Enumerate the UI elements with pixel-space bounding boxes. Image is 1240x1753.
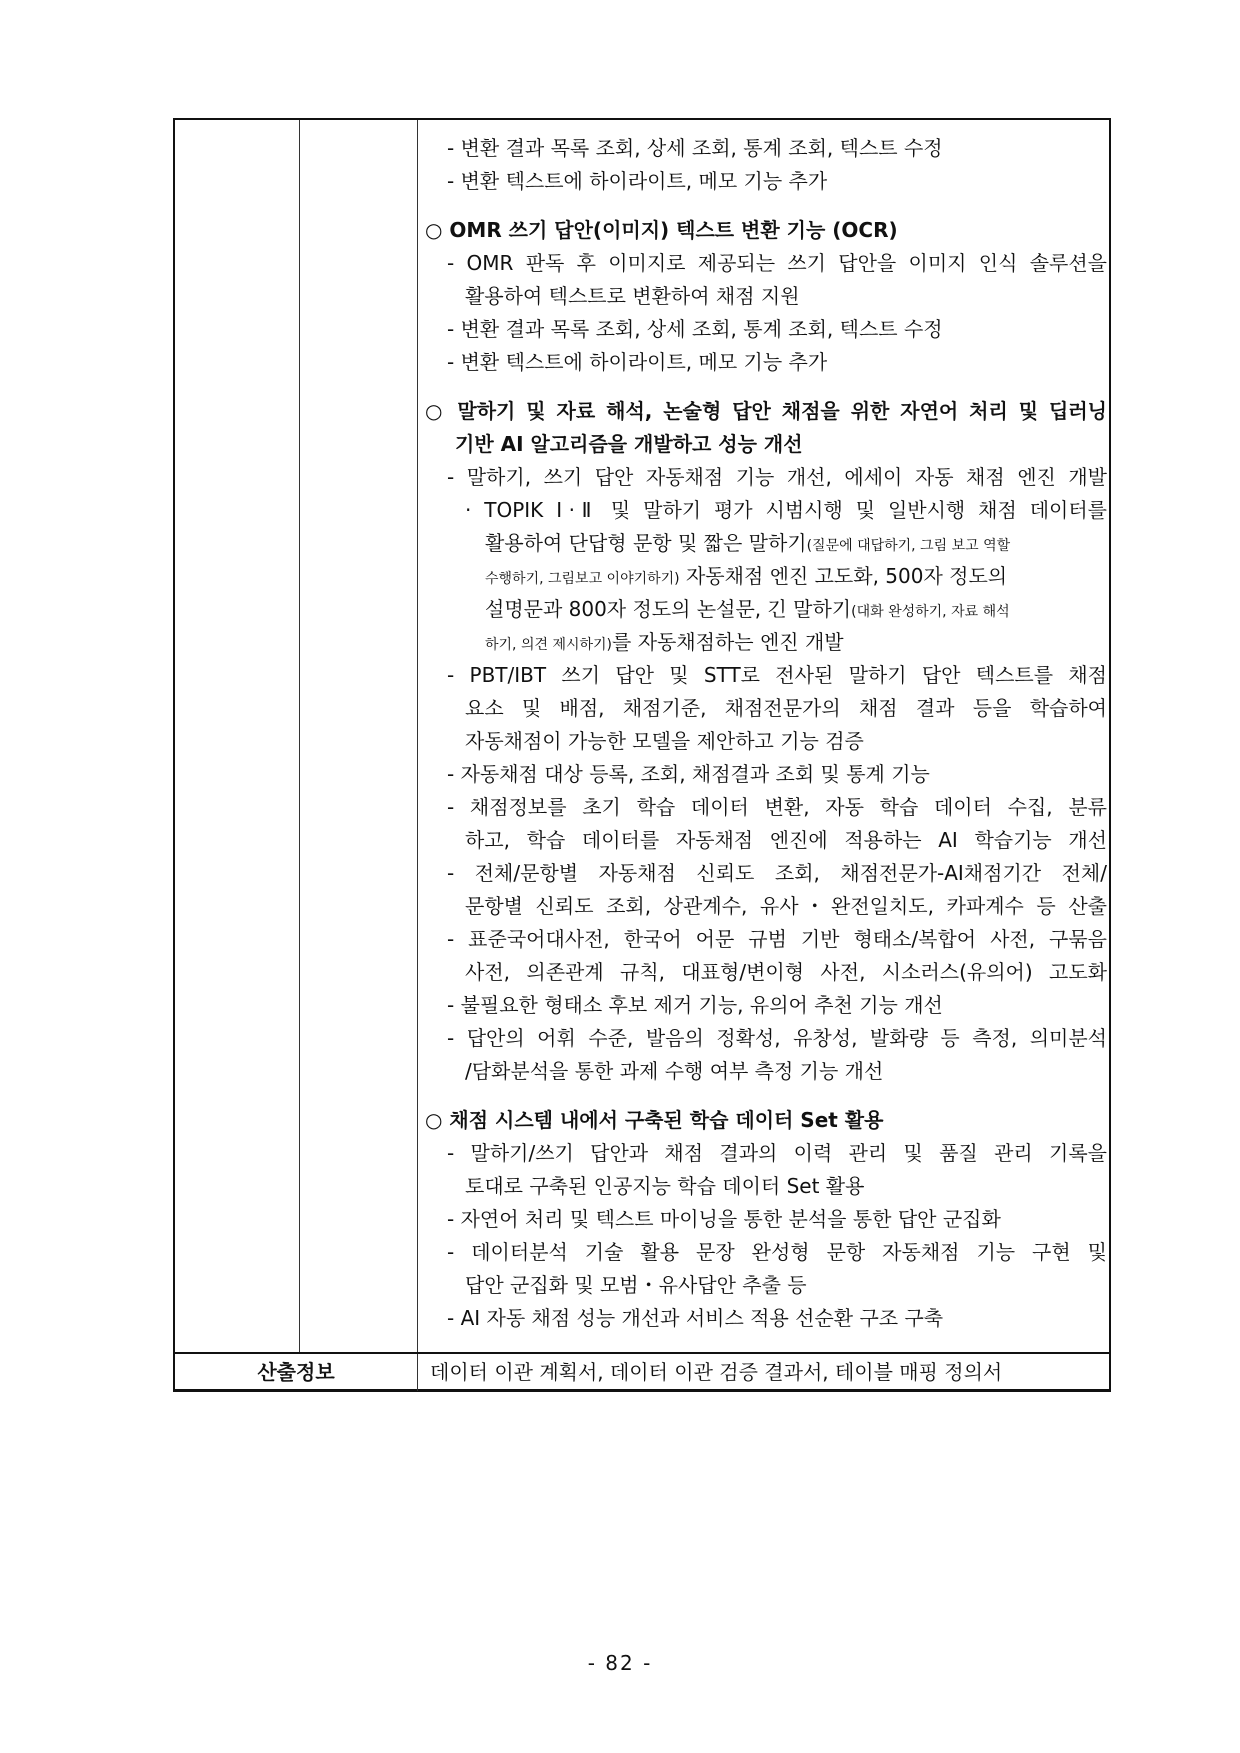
output-info-row <box>175 1352 1109 1391</box>
bullet-line: - 변환 결과 목록 조회, 상세 조회, 통계 조회, 텍스트 수정 <box>447 136 943 160</box>
text-run: 활용하여 단답형 문항 및 짧은 말하기 <box>485 531 807 555</box>
bullet-continuation: /담화분석을 통한 과제 수행 여부 측정 기능 개선 <box>465 1059 884 1083</box>
text-run: 를 자동채점하는 엔진 개발 <box>612 630 844 654</box>
bullet-line: - 전체/문항별 자동채점 신뢰도 조회, 채점전문가-AI채점기간 전체/ <box>447 861 1107 885</box>
bullet-line: - 변환 결과 목록 조회, 상세 조회, 통계 조회, 텍스트 수정 <box>447 317 943 341</box>
sub-bullet-continuation <box>485 527 1010 563</box>
bullet-line: - 답안의 어휘 수준, 발음의 정확성, 유창성, 발화량 등 측정, 의미분석 <box>447 1026 1107 1050</box>
output-info-value: 데이터 이관 계획서, 데이터 이관 검증 결과서, 테이블 매핑 정의서 <box>430 1360 1003 1384</box>
small-note: (대화 완성하기, 자료 해석 <box>851 604 1010 620</box>
section-heading-dataset: ○ 채점 시스템 내에서 구축된 학습 데이터 Set 활용 <box>425 1108 884 1132</box>
bullet-line: - 불필요한 형태소 후보 제거 기능, 유의어 추천 기능 개선 <box>447 993 943 1017</box>
sub-bullet-continuation <box>485 626 844 662</box>
bullet-continuation: 답안 군집화 및 모범・유사답안 추출 등 <box>465 1273 807 1297</box>
bullet-continuation: 요소 및 배점, 채점기준, 채점전문가의 채점 결과 등을 학습하여 <box>465 696 1107 720</box>
bullet-line: - 데이터분석 기술 활용 문장 완성형 문항 자동채점 기능 구현 및 <box>447 1240 1107 1264</box>
bullet-continuation: 사전, 의존관계 규칙, 대표형/변이형 사전, 시소러스(유의어) 고도화 <box>465 960 1107 984</box>
small-note: 수행하기, 그림보고 이야기하기) <box>485 571 680 587</box>
section-heading-ai: ○ 말하기 및 자료 해석, 논술형 답안 채점을 위한 자연어 처리 및 딥러닝 <box>425 399 1107 423</box>
description-cell <box>419 120 1109 1352</box>
text-run: 설명문과 800자 정도의 논설문, 긴 말하기 <box>485 597 852 621</box>
bullet-line: - 말하기, 쓰기 답안 자동채점 기능 개선, 에세이 자동 채점 엔진 개발 <box>447 465 1107 489</box>
bullet-line: - 변환 텍스트에 하이라이트, 메모 기능 추가 <box>447 169 828 193</box>
sub-bullet-line: · TOPIK Ⅰ·Ⅱ 및 말하기 평가 시범시행 및 일반시행 채점 데이터를 <box>465 498 1107 522</box>
bullet-continuation: 자동채점이 가능한 모델을 제안하고 기능 검증 <box>465 729 864 753</box>
bullet-continuation: 토대로 구축된 인공지능 학습 데이터 Set 활용 <box>465 1174 865 1198</box>
bullet-line: - 자동채점 대상 등록, 조회, 채점결과 조회 및 통계 기능 <box>447 762 930 786</box>
category-cell <box>175 120 300 1352</box>
bullet-continuation: 문항별 신뢰도 조회, 상관계수, 유사・완전일치도, 카파계수 등 산출 <box>465 894 1107 918</box>
section-heading-continuation: 기반 AI 알고리즘을 개발하고 성능 개선 <box>455 432 803 456</box>
text-run: 자동채점 엔진 고도화, 500자 정도의 <box>679 564 1008 588</box>
page-number: - 82 - <box>587 1651 653 1675</box>
bullet-line: - AI 자동 채점 성능 개선과 서비스 적용 선순환 구조 구축 <box>447 1306 944 1330</box>
bullet-line: - 채점정보를 초기 학습 데이터 변환, 자동 학습 데이터 수집, 분류 <box>447 795 1107 819</box>
requirements-table <box>173 118 1111 1392</box>
small-note: 하기, 의견 제시하기) <box>485 637 613 653</box>
sub-bullet-continuation <box>485 560 1007 596</box>
subcategory-cell <box>300 120 418 1352</box>
bullet-line: - 말하기/쓰기 답안과 채점 결과의 이력 관리 및 품질 관리 기록을 <box>447 1141 1107 1165</box>
bullet-continuation: 활용하여 텍스트로 변환하여 채점 지원 <box>465 284 800 308</box>
bullet-line: - PBT/IBT 쓰기 답안 및 STT로 전사된 말하기 답안 텍스트를 채점 <box>447 663 1107 687</box>
bullet-line: - 표준국어대사전, 한국어 어문 규범 기반 형태소/복합어 사전, 구묶음 <box>447 927 1107 951</box>
section-heading-ocr: ○ OMR 쓰기 답안(이미지) 텍스트 변환 기능 (OCR) <box>425 218 898 242</box>
sub-bullet-continuation <box>485 593 1010 629</box>
bullet-line: - OMR 판독 후 이미지로 제공되는 쓰기 답안을 이미지 인식 솔루션을 <box>447 251 1107 275</box>
output-info-label: 산출정보 <box>175 1354 418 1391</box>
bullet-continuation: 하고, 학습 데이터를 자동채점 엔진에 적용하는 AI 학습기능 개선 <box>465 828 1107 852</box>
small-note: (질문에 대답하기, 그림 보고 역할 <box>806 538 1011 554</box>
bullet-line: - 자연어 처리 및 텍스트 마이닝을 통한 분석을 통한 답안 군집화 <box>447 1207 1001 1231</box>
bullet-line: - 변환 텍스트에 하이라이트, 메모 기능 추가 <box>447 350 828 374</box>
